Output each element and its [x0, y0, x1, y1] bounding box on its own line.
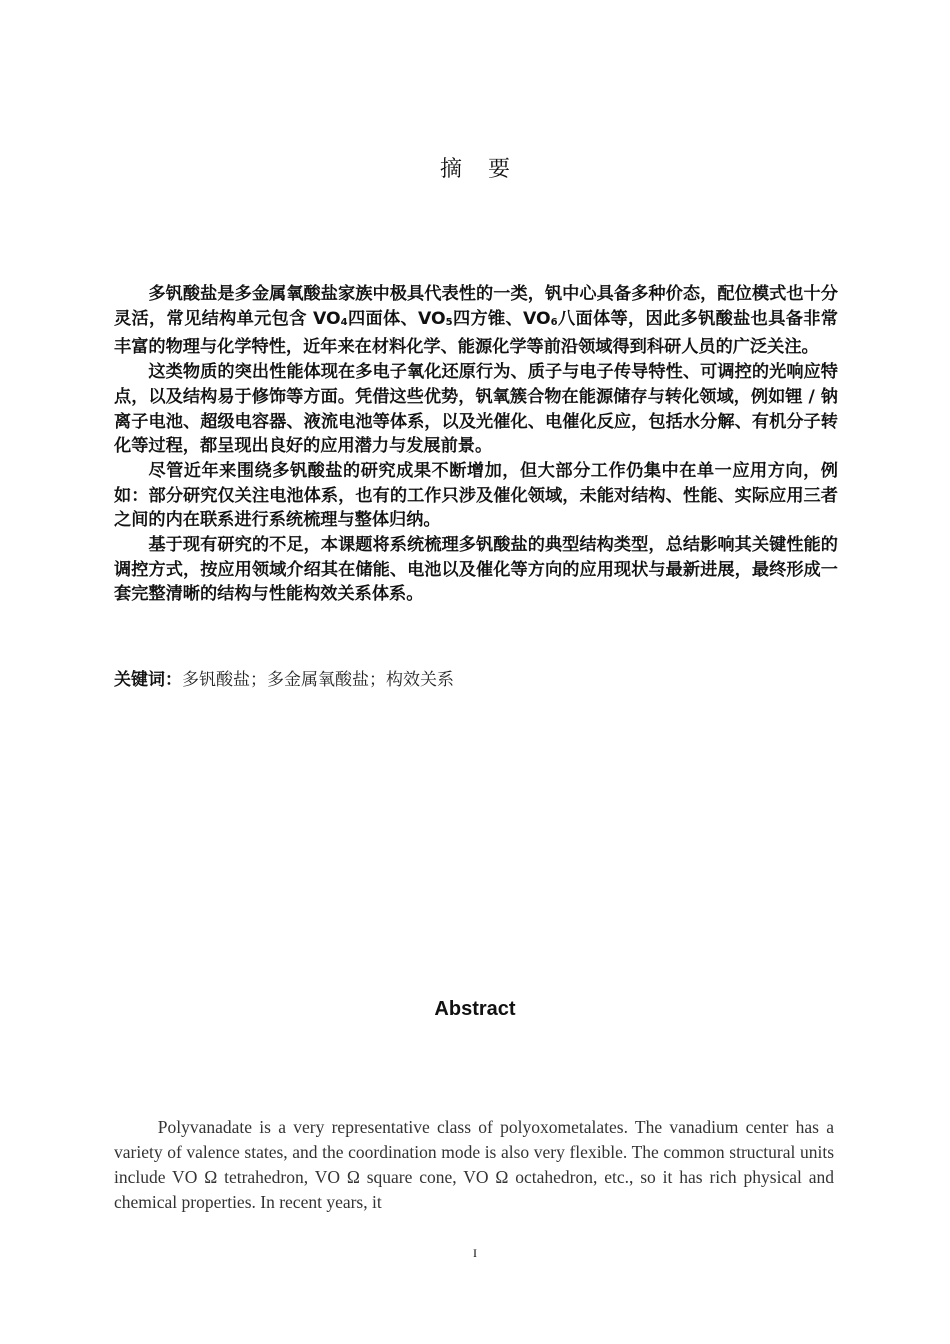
chinese-paragraph-2: 这类物质的突出性能体现在多电子氧化还原行为、质子与电子传导特性、可调控的光响应特点，以及结构易于修饰等方面。凭借这些优势，钒氧簇合物在能源储存与转化领域，例如锂 / 钠离子电池、超级电容器、液流电池等体系，以及光催化、电催化反应，包括水分解、有机分子转化等过程，都呈现出良好的应用潜力与发展前景。 — [114, 362, 838, 457]
subscript-6: 6 — [550, 316, 558, 328]
chinese-paragraph-3: 尽管近年来围绕多钒酸盐的研究成果不断增加，但大部分工作仍集中在单一应用方向，例如：部分研究仅关注电池体系，也有的工作只涉及催化领域，未能对结构、性能、实际应用三者之间的内在联系进行系统梳理与整体归纳。 — [114, 460, 838, 531]
keywords-label: 关键词： — [114, 670, 182, 690]
chinese-abstract-title: 摘要 — [439, 157, 536, 182]
english-abstract-body — [114, 1115, 834, 1215]
paragraph-1-part-d: 八面体等，因此多钒酸盐也具备非常丰富的物理与化学特性，近年来在材料化学、能源化学等前沿领域得到科研人员的广泛关注。 — [114, 308, 838, 358]
chinese-paragraph-4: 基于现有研究的不足，本课题将系统梳理多钒酸盐的典型结构类型，总结影响其关键性能的调控方式，按应用领域介绍其在储能、电池以及催化等方向的应用现状与最新进展，最终形成一套完整清晰的结构与性能构效关系体系。 — [114, 535, 838, 605]
page-number: I — [473, 1246, 477, 1260]
keywords-line — [114, 668, 838, 692]
subscript-4: 4 — [340, 316, 348, 328]
paragraph-1-part-b: 四面体、VO — [347, 308, 446, 329]
subscript-5: 5 — [445, 316, 453, 328]
chinese-abstract-body — [114, 282, 838, 607]
chinese-paragraph-1 — [114, 282, 838, 360]
english-paragraph-1: Polyvanadate is a very representative class of polyoxometalates. The vanadium center has a variety of valence states, and the coordination mode is also very flexible. The common structural units include VO Ω tetrahedron, VO Ω square cone, VO Ω octahedron, etc., so it has rich physical and chemical properties. In recent years, it — [114, 1117, 834, 1212]
paragraph-1-part-c: 四方锥、VO — [452, 308, 551, 329]
paragraph-1-part-a: 多钒酸盐是多金属氧酸盐家族中极具代表性的一类，钒中心具备多种价态，配位模式也十分灵活，常见结构单元包含 VO — [114, 284, 838, 329]
english-abstract-title: Abstract — [434, 998, 516, 1020]
keywords-text: 多钒酸盐；多金属氧酸盐；构效关系 — [182, 670, 454, 690]
